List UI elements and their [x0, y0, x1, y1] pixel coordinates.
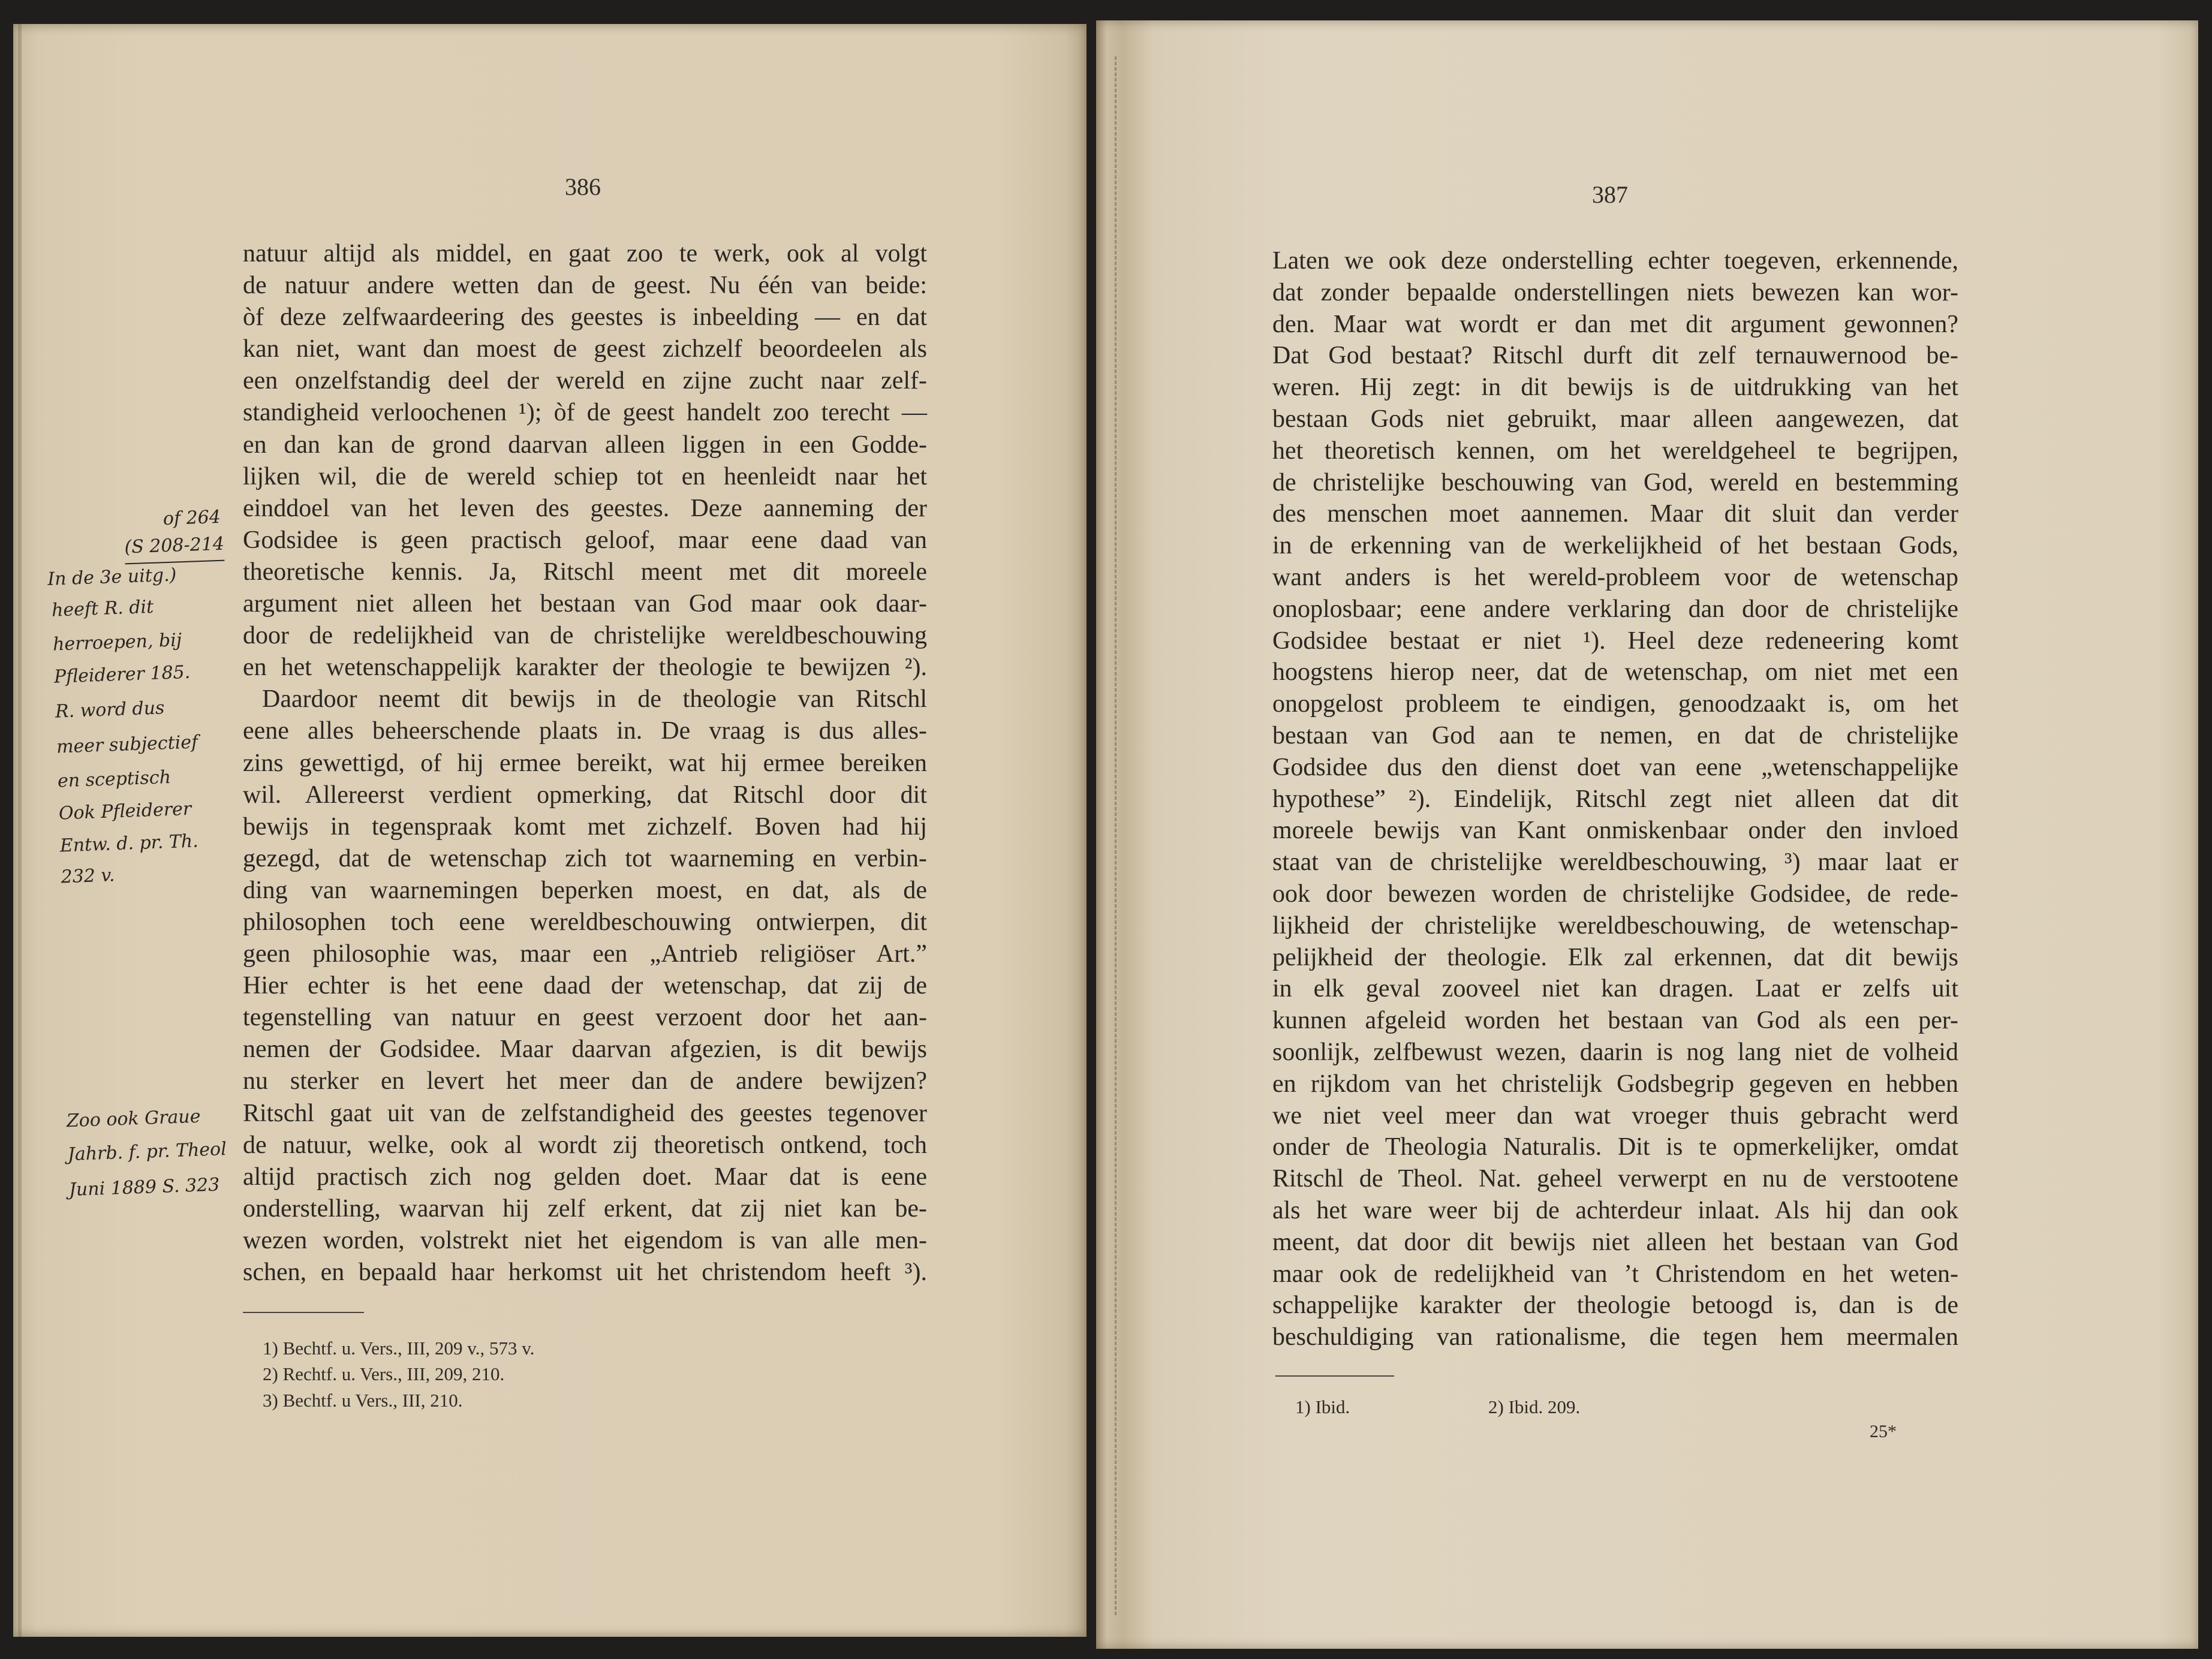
text-line: als het ware weer bij de achterdeur inlaat. Als hij dan ook — [1272, 1196, 1958, 1224]
footnote: 1) Ibid. — [1295, 1396, 1350, 1417]
text-line: lijken wil, die de wereld schiep tot en heenleidt naar het — [243, 462, 927, 490]
margin-note-line: Juni 1889 S. 323 — [68, 1174, 220, 1201]
text-line: onder de Theologia Naturalis. Dit is te opmerkelijker, omdat — [1272, 1133, 1958, 1161]
text-line: bewijs in tegenspraak komt met zichzelf. Boven had hij — [243, 812, 927, 841]
margin-note-line: Zoo ook Graue — [66, 1106, 201, 1132]
text-line: Godsidee dus den dienst doet van eene „wetenschappelijke — [1272, 753, 1958, 781]
text-line: den. Maar wat wordt er dan met dit argument gewonnen? — [1272, 310, 1958, 338]
page-number: 386 — [565, 173, 601, 200]
margin-note-line: en sceptisch — [57, 766, 171, 792]
text-line: soonlijk, zelfbewust wezen, daarin is nog lang niet de volheid — [1272, 1038, 1958, 1066]
text-line: philosophen toch eene wereldbeschouwing ontwierpen, dit — [243, 908, 927, 936]
text-line: gezegd, dat de wetenschap zich tot waarneming en verbin- — [243, 844, 927, 872]
text-line: lijkheid der christelijke wereldbeschouwing, de wetenschap- — [1272, 911, 1958, 940]
text-line: Laten we ook deze onderstelling echter toegeven, erkennende, — [1272, 247, 1958, 275]
text-line: schappelijke karakter der theologie betoogd is, dan is de — [1272, 1291, 1958, 1320]
text-line: staat van de christelijke wereldbeschouwing, ³) maar laat er — [1272, 848, 1958, 877]
text-line: natuur altijd als middel, en gaat zoo te werk, ook al volgt — [243, 240, 927, 267]
handwritten-margin-notes — [0, 20, 264, 1287]
footnote: 2) Ibid. 209. — [1488, 1396, 1581, 1417]
footnote: 3) Bechtf. u Vers., III, 210. — [263, 1390, 463, 1411]
right-page — [1096, 20, 2198, 1649]
text-line: tegenstelling van natuur en geest verzoent door het aan- — [243, 1004, 927, 1032]
page-number: 387 — [1592, 181, 1628, 208]
text-line: schen, en bepaald haar herkomst uit het christendom heeft ³). — [243, 1258, 927, 1286]
text-line: pelijkheid der theologie. Elk zal erkennen, dat dit bewijs — [1272, 943, 1958, 971]
text-line: de christelijke beschouwing van God, wereld en bestemming — [1272, 468, 1958, 496]
text-line: de natuur andere wetten dan de geest. Nu één van beide: — [243, 272, 927, 300]
margin-note-line: heeft R. dit — [51, 596, 154, 621]
text-line: Godsidee is geen practisch geloof, maar eene daad van — [243, 526, 927, 554]
text-line: een onzelfstandig deel der wereld en zijne zucht naar zelf- — [243, 367, 927, 395]
text-line: geen philosophie was, maar een „Antrieb religiöser Art.” — [243, 940, 927, 968]
text-line: moreele bewijs van Kant onmiskenbaar onder den invloed — [1272, 817, 1958, 845]
text-line: in elk geval zooveel niet kan dragen. Laat er zelfs uit — [1272, 975, 1958, 1003]
margin-note-line: Entw. d. pr. Th. — [59, 830, 199, 857]
margin-note-line: Jahrb. f. pr. Theol — [67, 1139, 227, 1166]
footnote: 2) Rechtf. u. Vers., III, 209, 210. — [263, 1363, 505, 1384]
text-line: Godsidee bestaat er niet ¹). Heel deze redeneering komt — [1272, 627, 1958, 655]
text-line: want anders is het wereld-probleem voor de wetenschap — [1272, 563, 1958, 591]
margin-note-line: meer subjectief — [56, 731, 198, 758]
margin-note-line: 232 v. — [61, 865, 115, 888]
text-line: onoplosbaar; eene andere verklaring dan door de christelijke — [1272, 595, 1958, 623]
text-line: wil. Allereerst verdient opmerking, dat Ritschl door dit — [243, 781, 927, 809]
text-line: en dan kan de grond daarvan alleen liggen in een Godde- — [243, 430, 927, 459]
text-line: ding van waarnemingen beperken moest, en dat, als de — [243, 876, 927, 904]
body-text — [1272, 245, 1958, 1353]
text-line: Ritschl gaat uit van de zelfstandigheid des geestes tegenover — [243, 1099, 927, 1127]
text-line: altijd practisch zich nog gelden doet. Maar dat is eene — [243, 1163, 927, 1191]
margin-note-line: Pfleiderer 185. — [53, 661, 191, 688]
footnote: 1) Bechtf. u. Vers., III, 209 v., 573 v. — [263, 1338, 535, 1359]
text-line: argument niet alleen het bestaan van God maar ook daar- — [243, 590, 927, 618]
text-line: bestaan van God aan te nemen, en dat de christelijke — [1272, 721, 1958, 749]
text-line: einddoel van het leven des geestes. Deze aanneming der — [243, 494, 927, 522]
text-line: bestaan Gods niet gebruikt, maar alleen aangewezen, dat — [1272, 405, 1958, 433]
text-line: onopgelost probleem te eindigen, genoodzaakt is, om het — [1272, 690, 1958, 718]
text-line: theoretische kennis. Ja, Ritschl meent met dit moreele — [243, 558, 927, 586]
text-line: dat zonder bepaalde onderstellingen niets bewezen kan wor- — [1272, 278, 1958, 306]
text-line: òf deze zelfwaardeering des geestes is inbeelding — en dat — [243, 303, 927, 332]
text-line: standigheid verloochenen ¹); òf de geest handelt zoo terecht — — [243, 399, 927, 427]
text-line: hypothese” ²). Eindelijk, Ritschl zegt niet alleen dat dit — [1272, 785, 1958, 813]
text-line: het theoretisch kennen, om het wereldgeheel te begrijpen, — [1272, 436, 1958, 465]
text-line: weren. Hij zegt: in dit bewijs is de uitdrukking van het — [1272, 374, 1958, 402]
text-line: de natuur, welke, ook al wordt zij theoretisch ontkend, toch — [243, 1131, 927, 1159]
text-line: en het wetenschappelijk karakter der theologie te bewijzen ²). — [243, 654, 927, 682]
left-page — [13, 24, 1087, 1637]
text-line: onderstelling, waarvan hij zelf erkent, dat zij niet kan be- — [243, 1194, 927, 1223]
margin-note-line: R. word dus — [55, 697, 165, 722]
text-line: beschuldiging van rationalisme, die tegen hem meermalen — [1272, 1323, 1958, 1351]
text-line: nemen der Godsidee. Maar daarvan afgezien, is dit bewijs — [243, 1035, 927, 1064]
footnote-divider — [1275, 1375, 1394, 1377]
text-line: kan niet, want dan moest de geest zichzelf beoordeelen als — [243, 335, 927, 363]
text-line: kunnen afgeleid worden het bestaan van God als een per- — [1272, 1007, 1958, 1035]
signature-mark: 25* — [1870, 1422, 1897, 1441]
text-line: ook door bewezen worden de christelijke Godsidee, de rede- — [1272, 880, 1958, 908]
margin-note-line: herroepen, bij — [52, 630, 182, 655]
text-line: Ritschl de Theol. Nat. geheel verwerpt en nu de verstootene — [1272, 1165, 1958, 1193]
margin-note-line: of 264 — [162, 506, 221, 530]
margin-note-line: In de 3e uitg.) — [47, 564, 177, 590]
text-line: hoogstens hierop neer, dat de wetenschap, om niet met een — [1272, 658, 1958, 687]
margin-note-line: (S 208-214 — [124, 531, 225, 565]
binding-stitching — [1115, 56, 1116, 1615]
text-line: nu sterker en levert het meer dan de andere bewijzen? — [243, 1067, 927, 1095]
text-line: Hier echter is het eene daad der wetenschap, dat zij de — [243, 972, 927, 1000]
text-line: en rijkdom van het christelijk Godsbegrip gegeven en hebben — [1272, 1070, 1958, 1098]
text-line: maar ook de redelijkheid van ’t Christendom en het weten- — [1272, 1260, 1958, 1288]
text-line: des menschen moet aannemen. Maar dit sluit dan verder — [1272, 500, 1958, 528]
text-line: wezen worden, volstrekt niet het eigendom is van alle men- — [243, 1226, 927, 1254]
text-line: in de erkenning van de werkelijkheid of het bestaan Gods, — [1272, 532, 1958, 560]
text-line: door de redelijkheid van de christelijke wereldbeschouwing — [243, 622, 927, 650]
text-line: we niet veel meer dan wat vroeger thuis gebracht werd — [1272, 1101, 1958, 1130]
body-text — [243, 238, 927, 1288]
text-line: zins gewettigd, of hij ermee bereikt, wat hij ermee bereiken — [243, 749, 927, 777]
text-line: Daardoor neemt dit bewijs in de theologie van Ritschl — [262, 685, 927, 713]
text-line: eene alles beheerschende plaats in. De vraag is dus alles- — [243, 717, 927, 745]
margin-note-line: Ook Pfleiderer — [58, 798, 192, 824]
footnote-divider — [243, 1312, 364, 1313]
text-line: meent, dat door dit bewijs niet alleen het bestaan van God — [1272, 1228, 1958, 1256]
text-line: Dat God bestaat? Ritschl durft dit zelf ternauwernood be- — [1272, 342, 1958, 370]
